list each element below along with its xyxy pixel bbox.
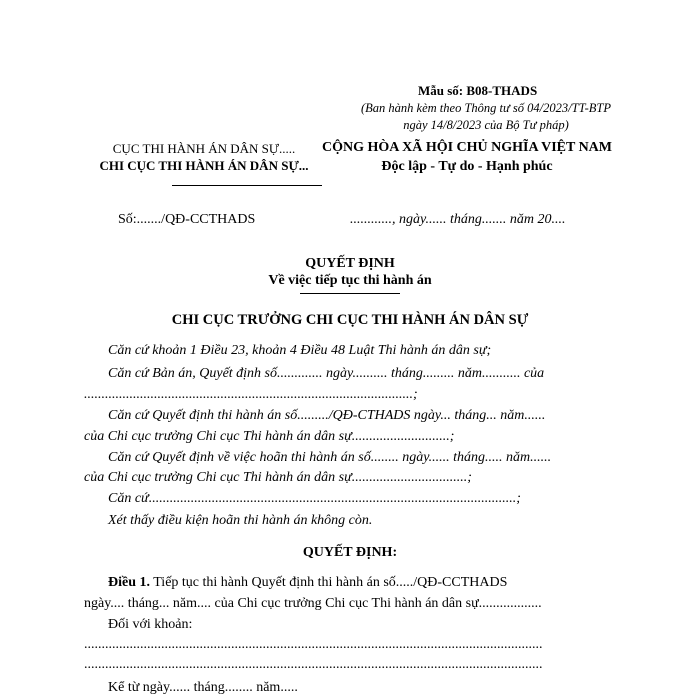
agency-header (84, 140, 324, 174)
decision-title: QUYẾT ĐỊNH (305, 256, 395, 271)
basis-line: Xét thấy điều kiện hoãn thi hành án không còn. (108, 513, 373, 528)
article-1-line2: ngày.... tháng... năm.... của Chi cục trưởng Chi cục Thi hành án dân sự.................. (84, 596, 542, 611)
issued-note (336, 100, 636, 134)
issued-note-line2: ngày 14/8/2023 của Bộ Tư pháp) (403, 118, 569, 132)
agency-line1: CỤC THI HÀNH ÁN DÂN SỰ..... (112, 141, 296, 156)
document-number: Số:......./QĐ-CCTHADS (118, 212, 256, 227)
article-1-for-item: Đối với khoản: (108, 617, 193, 632)
agency-line2: CHI CỤC THI HÀNH ÁN DÂN SỰ... (99, 158, 309, 173)
article-1-line1 (108, 575, 507, 591)
basis-line: Căn cứ Bản án, Quyết định số............. ngày.......... tháng......... năm........... của (108, 366, 545, 381)
decision-subtitle: Về việc tiếp tục thi hành án (268, 273, 432, 288)
nation-line2: Độc lập - Tự do - Hạnh phúc (381, 159, 553, 174)
basis-line: Căn cứ.........................................................................................................; (108, 491, 521, 506)
authority-title: CHI CỤC TRƯỞNG CHI CỤC THI HÀNH ÁN DÂN SỰ (171, 312, 529, 328)
basis-line: Căn cứ Quyết định về việc hoãn thi hành án số........ ngày...... tháng..... năm...... (108, 450, 552, 465)
article-1-dots-1: ................................................................................................................................... (84, 637, 543, 652)
decision-heading: QUYẾT ĐỊNH: (302, 545, 398, 560)
form-code: Mẫu số: B08-THADS (418, 83, 538, 98)
article-1-text: Tiếp tục thi hành Quyết định thi hành án số...../QĐ-CCTHADS (150, 575, 508, 590)
basis-line: của Chi cục trưởng Chi cục Thi hành án dân sự............................; (84, 429, 455, 444)
basis-line: Căn cứ Quyết định thi hành án số........./QĐ-CTHADS ngày... tháng... năm...... (108, 408, 546, 423)
basis-line: Căn cứ khoản 1 Điều 23, khoản 4 Điều 48 Luật Thi hành án dân sự; (108, 343, 492, 358)
nation-line1: CỘNG HÒA XÃ HỘI CHỦ NGHĨA VIỆT NAM (321, 140, 612, 155)
subtitle-underline (300, 293, 400, 294)
article-1-label: Điều 1. (108, 575, 150, 590)
article-1-dots-2: ................................................................................................................................... (84, 657, 543, 672)
nation-header (312, 138, 622, 176)
document-date: ............, ngày...... tháng....... năm 20.... (350, 212, 566, 227)
agency-underline (172, 185, 322, 186)
article-1-from-date: Kể từ ngày...... tháng........ năm..... (108, 680, 298, 695)
basis-line: của Chi cục trưởng Chi cục Thi hành án dân sự.................................; (84, 470, 472, 485)
issued-note-line1: (Ban hành kèm theo Thông tư số 04/2023/TT-BTP (361, 101, 611, 115)
basis-line: ..............................................................................................; (84, 387, 418, 402)
